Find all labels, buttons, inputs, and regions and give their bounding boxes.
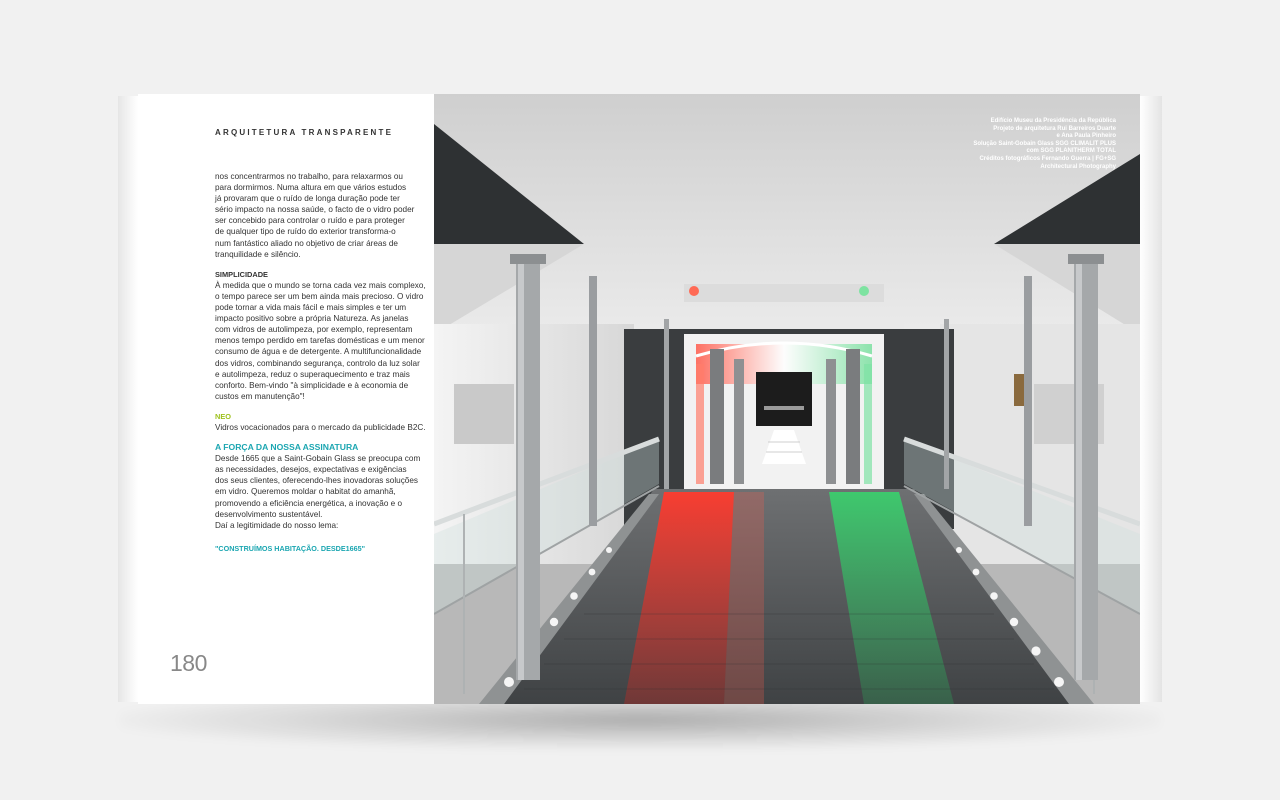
simplicidade-line: À medida que o mundo se torna cada vez mais complexo, — [215, 280, 426, 290]
simplicidade-line: consumo de água e de detergente. A multifuncionalidade — [215, 347, 422, 357]
caption-line: Solução Saint-Gobain Glass SGG CLIMALIT PLUS — [973, 140, 1116, 147]
forca-line: Daí a legitimidade do nosso lema: — [215, 520, 339, 530]
caption-line: Architectural Photography — [1040, 163, 1116, 170]
simplicidade-line: e autolimpeza, reduz o superaquecimento e traz mais — [215, 369, 410, 379]
simplicidade-line: menos tempo perdido em tarefas domésticas e um menor — [215, 336, 425, 346]
page-number: 180 — [170, 650, 207, 676]
interior-photo — [434, 94, 1140, 704]
running-head: ARQUITETURA TRANSPARENTE — [215, 128, 394, 137]
caption-line: Edifício Museu da Presidência da República — [990, 118, 1116, 124]
right-page-edge — [1140, 96, 1162, 702]
forca-line: as necessidades, desejos, expectativas e exigências — [215, 465, 407, 475]
neo-heading: NEO — [215, 411, 232, 421]
simplicidade-line: custos em manutenção"! — [215, 391, 305, 401]
forca-line: dos seus clientes, oferecendo-lhes inovadoras soluções — [215, 476, 418, 486]
forca-heading: A FORÇA DA NOSSA ASSINATURA — [215, 442, 359, 453]
forca-line: Desde 1665 que a Saint-Gobain Glass se preocupa com — [215, 454, 421, 464]
caption-line: e Ana Paula Pinheiro — [1056, 133, 1116, 140]
intro-line: já provaram que o ruído de longa duração pode ter — [215, 194, 400, 204]
simplicidade-line: impacto positivo sobre a própria Natureza. As janelas — [215, 314, 409, 324]
photo-caption — [896, 118, 1116, 171]
open-book — [118, 94, 1162, 704]
simplicidade-line: pode tornar a vida mais fácil e mais simples e ter um — [215, 303, 407, 313]
motto: "CONSTRUÍMOS HABITAÇÃO. DESDE1665" — [215, 543, 366, 553]
simplicidade-heading: SIMPLICIDADE — [215, 269, 268, 279]
body-text-column — [215, 171, 427, 554]
intro-line: sério impacto na nossa saúde, o facto de o vidro poder — [215, 205, 415, 215]
intro-line: tranquilidade e silêncio. — [215, 249, 301, 259]
left-page — [138, 94, 434, 704]
caption-line: Projeto de arquitetura Rui Barreiros Duarte — [993, 125, 1116, 132]
intro-line: num fantástico aliado no objetivo de criar áreas de — [215, 238, 398, 248]
intro-line: para dormirmos. Numa altura em que vários estudos — [215, 183, 407, 193]
simplicidade-line: dos vidros, combinando segurança, controlo da luz solar — [215, 358, 420, 368]
intro-line: de qualquer tipo de ruído do exterior transforma-o — [215, 227, 396, 237]
intro-line: ser concebido para controlar o ruído e para proteger — [215, 216, 405, 226]
simplicidade-line: conforto. Bem-vindo "à simplicidade e à economia de — [215, 380, 409, 390]
neo-text: Vidros vocacionados para o mercado da publicidade B2C. — [215, 422, 426, 432]
left-page-edge — [118, 96, 138, 702]
forca-line: em vidro. Queremos moldar o habitat do amanhã, — [215, 487, 396, 497]
caption-line: Créditos fotográficos Fernando Guerra | FG+SG — [979, 155, 1116, 162]
intro-line: nos concentrarmos no trabalho, para relaxarmos ou — [215, 172, 403, 181]
forca-line: promovendo a eficiência energética, a inovação e o — [215, 498, 403, 508]
caption-line: com SGG PLANITHERM TOTAL — [1026, 148, 1116, 155]
forca-line: desenvolvimento sustentável. — [215, 509, 323, 519]
simplicidade-line: o tempo parece ser um bem ainda mais precioso. O vidro — [215, 291, 424, 301]
museum-interior-illustration — [434, 94, 1140, 704]
simplicidade-line: com vidros de autolimpeza, por exemplo, representam — [215, 325, 413, 335]
